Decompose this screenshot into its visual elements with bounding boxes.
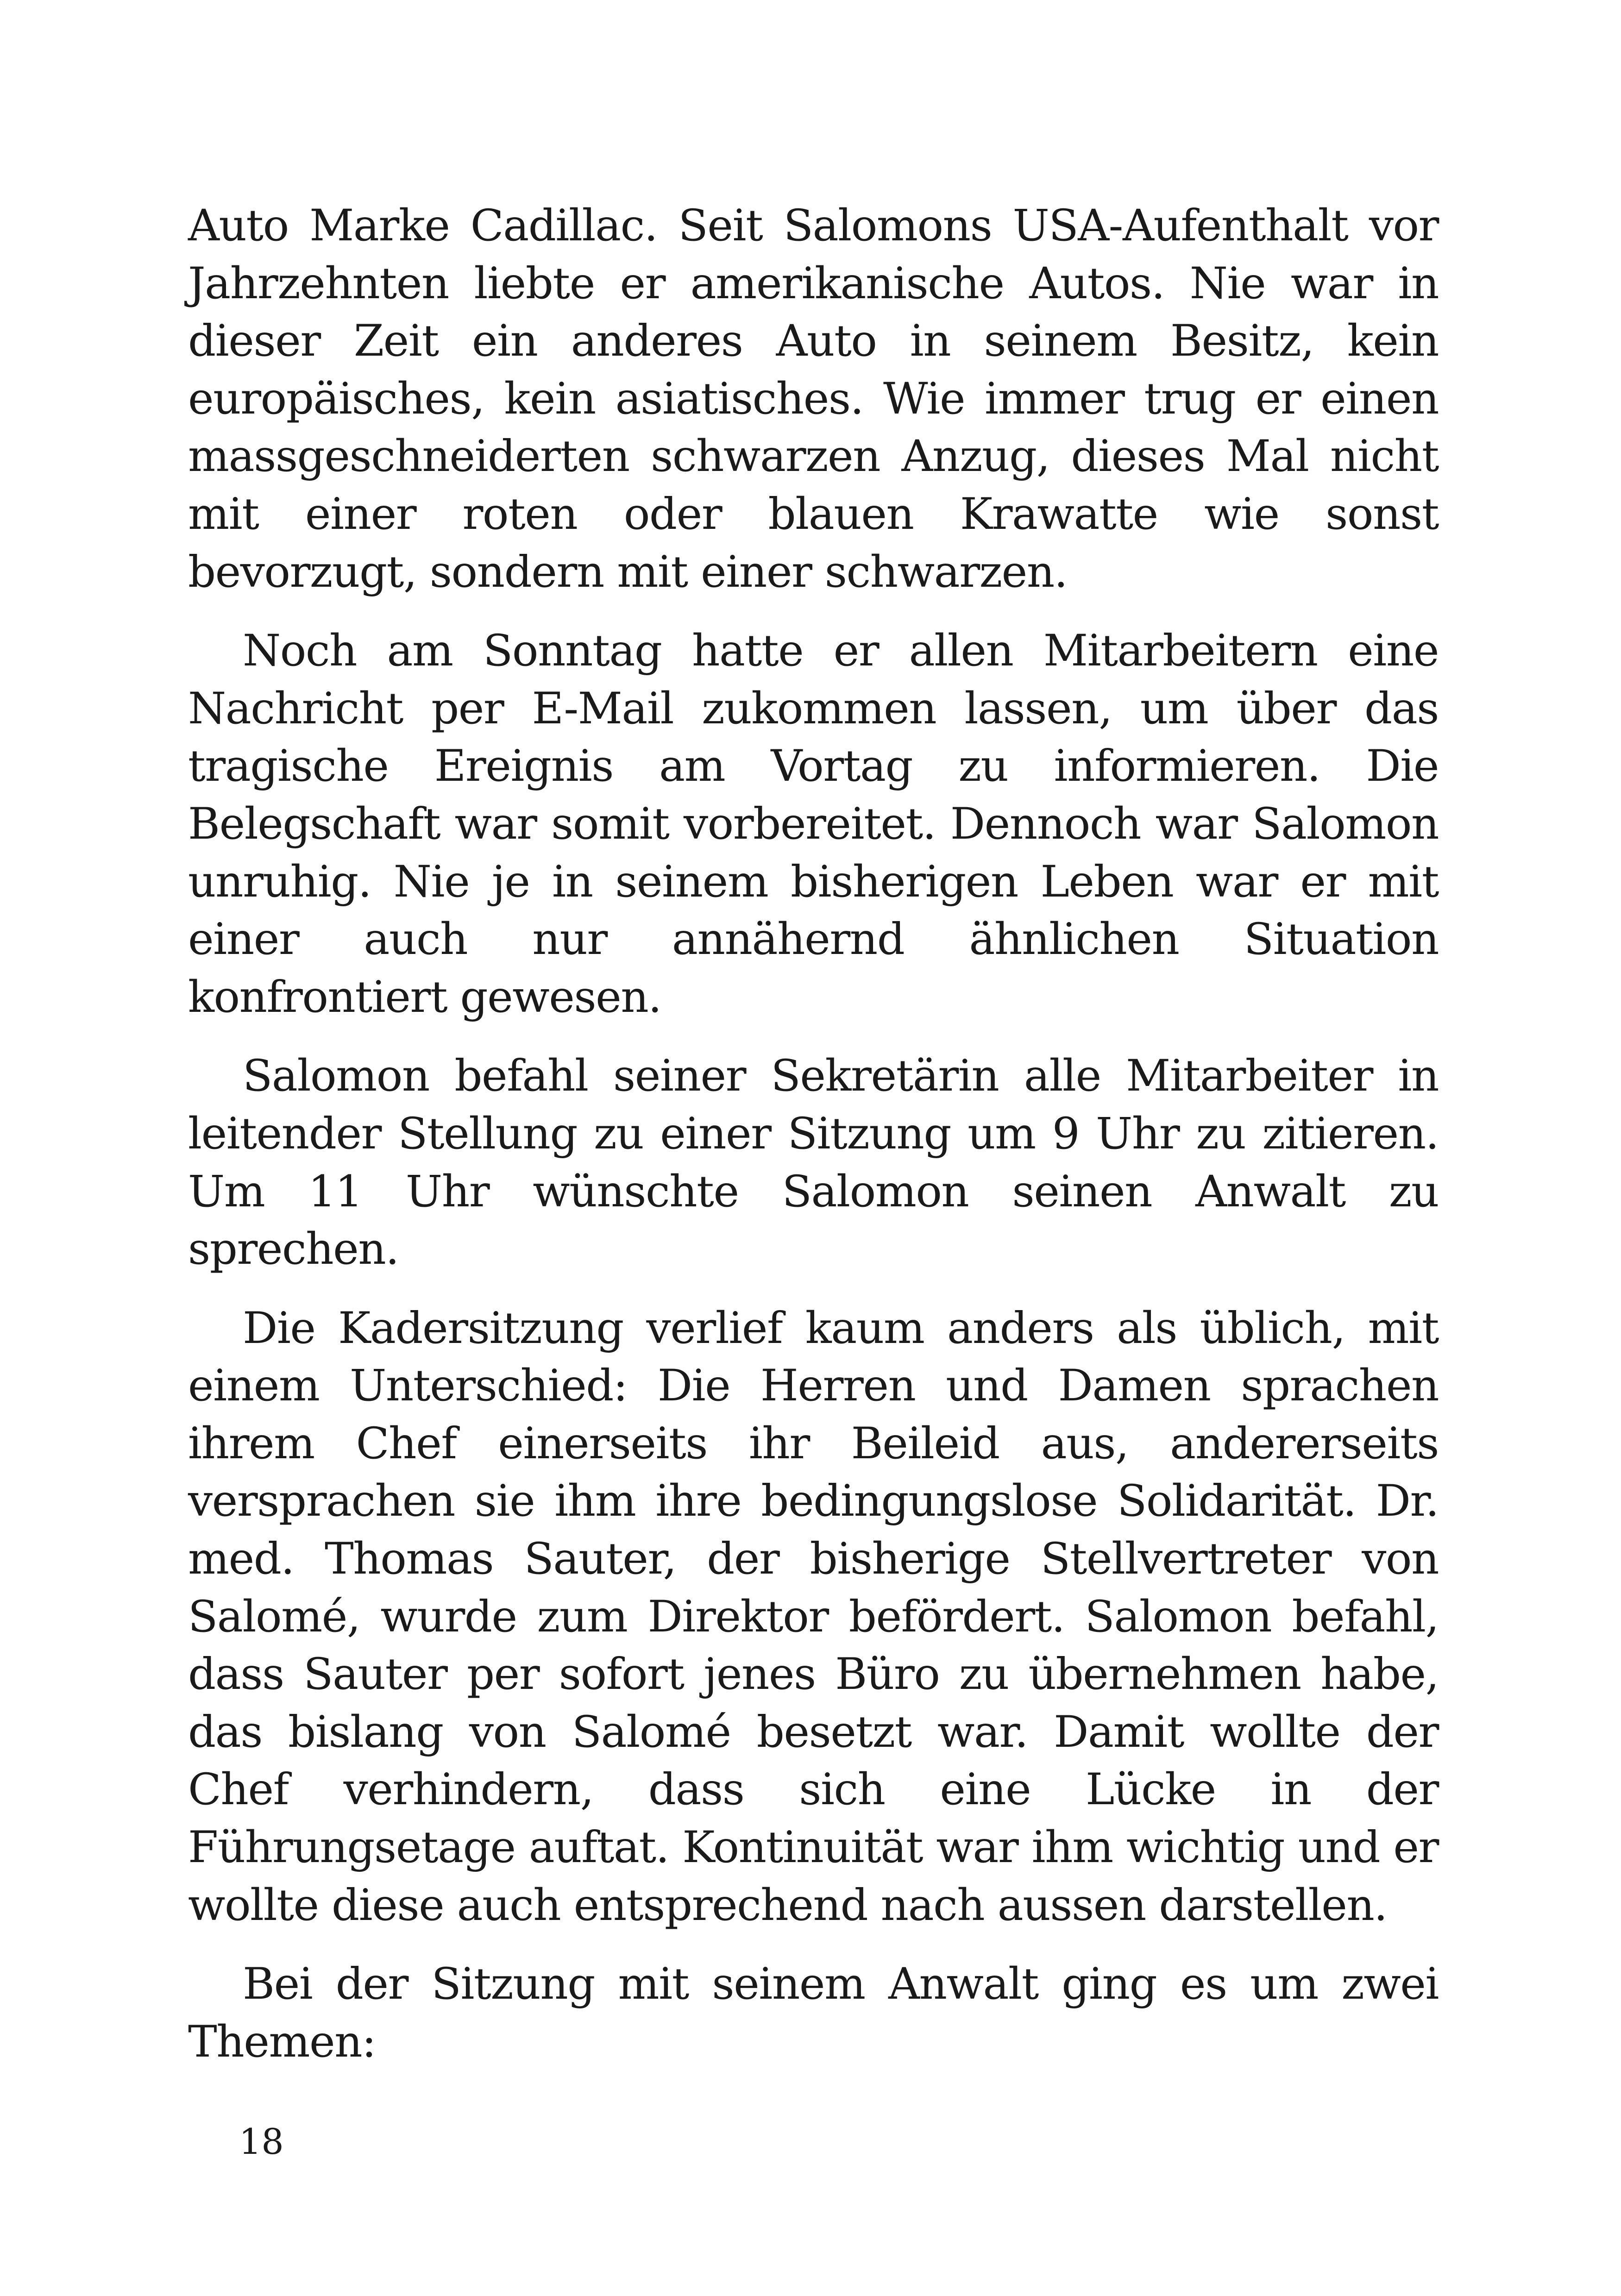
body-text	[188, 197, 1439, 2071]
paragraph-5: Bei der Sitzung mit seinem Anwalt ging es um zwei Themen:	[188, 1959, 1439, 2067]
paragraph-1: Auto Marke Cadillac. Seit Salomons USA-Aufenthalt vor Jahrzehnten liebte er amerikanische Autos. Nie war in dieser Zeit ein anderes Auto in seinem Besitz, kein europäisches, kein asiatisches. Wie immer trug er einen massgeschneiderten schwarzen Anzug, dieses Mal nicht mit einer roten oder blauen Krawatte wie sonst bevorzugt, sondern mit einer schwarzen.	[188, 201, 1439, 597]
page-number: 18	[239, 2121, 284, 2162]
paragraph-2: Noch am Sonntag hatte er allen Mitarbeitern eine Nachricht per E-Mail zukommen lassen, um über das tragische Ereignis am Vortag zu informieren. Die Belegschaft war somit vorbereitet. Dennoch war Salomon unruhig. Nie je in seinem bisherigen Leben war er mit einer auch nur annähernd ähnlichen Situation konfrontiert gewesen.	[188, 626, 1439, 1023]
paragraph-4: Die Kadersitzung verlief kaum anders als üblich, mit einem Unterschied: Die Herren und Damen sprachen ihrem Chef einerseits ihr Beileid aus, andererseits versprachen sie ihm ihre bedingungslose Solidarität. Dr. med. Thomas Sauter, der bisherige Stellvertreter von Salomé, wurde zum Direktor befördert. Salomon befahl, dass Sauter per sofort jenes Büro zu übernehmen habe, das bislang von Salomé besetzt war. Damit wollte der Chef verhindern, dass sich eine Lücke in der Führungsetage auftat. Kontinuität war ihm wichtig und er wollte diese auch entsprechend nach aussen darstellen.	[188, 1303, 1439, 1931]
paragraph-3: Salomon befahl seiner Sekretärin alle Mitarbeiter in leitender Stellung zu einer Sitzung um 9 Uhr zu zitieren. Um 11 Uhr wünschte Salomon seinen Anwalt zu sprechen.	[188, 1051, 1439, 1275]
